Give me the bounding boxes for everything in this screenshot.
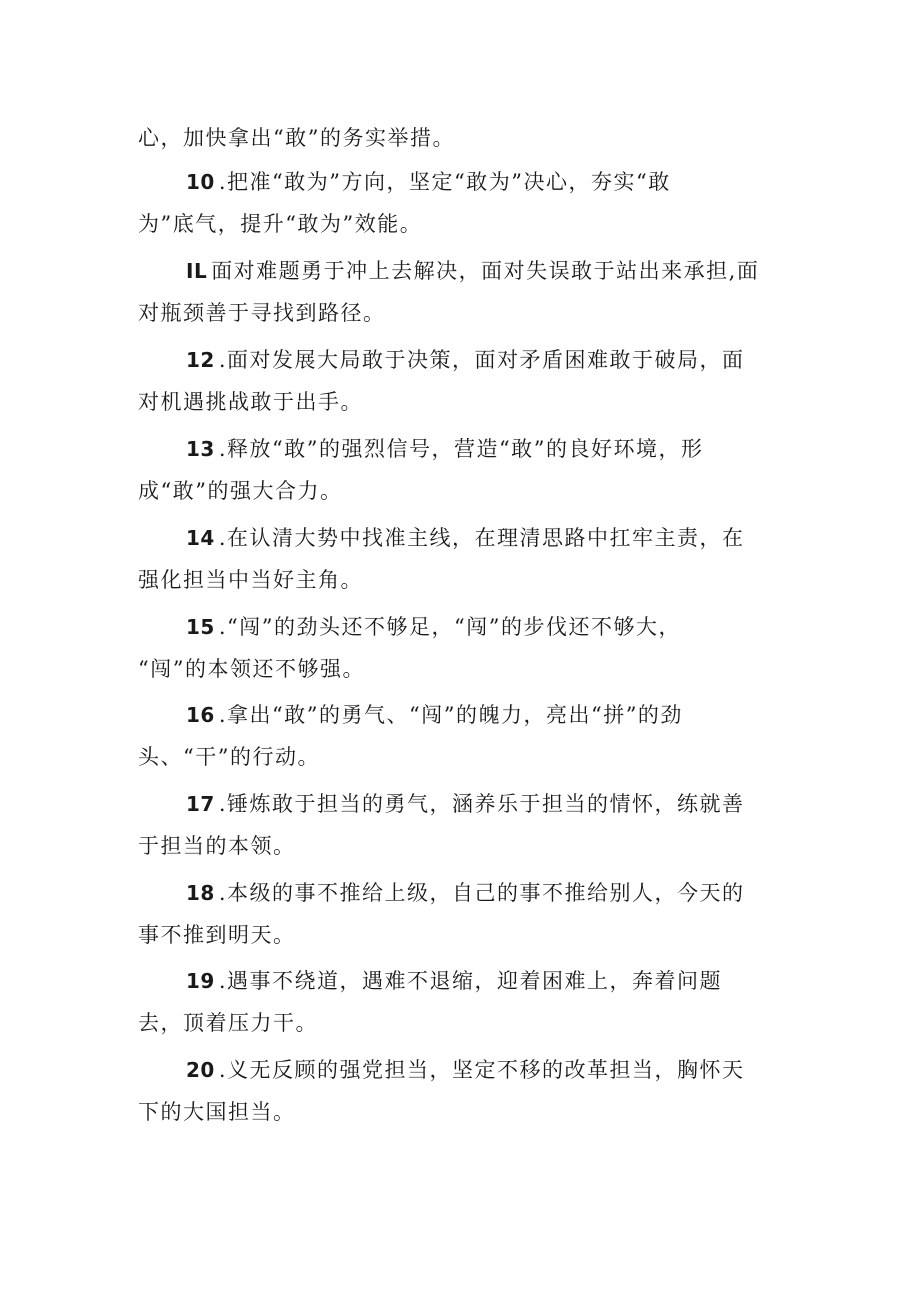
- item-number: 14: [186, 526, 215, 550]
- item-number: 10: [186, 170, 215, 194]
- paragraph-17: [138, 783, 774, 867]
- paragraph-14: [138, 517, 774, 601]
- paragraph-line: 成“敢”的强大合力。: [138, 479, 343, 503]
- paragraph-line: [138, 1049, 774, 1091]
- paragraph-line: “闯”的本领还不够强。: [138, 657, 365, 681]
- item-number: 12: [186, 348, 215, 372]
- item-number: 19: [186, 969, 215, 993]
- paragraph-line: 下的大国担当。: [138, 1100, 296, 1124]
- paragraph-line: [138, 428, 774, 470]
- line-text: .遇事不绕道，遇难不退缩，迎着困难上，奔着问题: [218, 969, 723, 993]
- paragraph-10: [138, 161, 774, 245]
- line-text: .面对发展大局敢于决策，面对矛盾困难敢于破局，面: [218, 348, 745, 372]
- paragraph-line: 强化担当中当好主角。: [138, 568, 363, 592]
- paragraph-line: 对机遇挑战敢于出手。: [138, 390, 363, 414]
- item-number: 16: [186, 703, 215, 727]
- paragraph-20: [138, 1049, 774, 1133]
- paragraph-12: [138, 339, 774, 423]
- paragraph-line: 事不推到明天。: [138, 923, 296, 947]
- line-text: .在认清大势中找准主线，在理清思路中扛牢主责，在: [218, 526, 745, 550]
- paragraph-continuation: [138, 117, 774, 159]
- paragraph-line: 头、“干”的行动。: [138, 745, 320, 769]
- line-text: 面对难题勇于冲上去解决，面对失误敢于站出来承担,面: [211, 259, 760, 283]
- paragraph-line: [138, 783, 774, 825]
- paragraph-line: [138, 161, 774, 203]
- paragraph-line: 于担当的本领。: [138, 834, 296, 858]
- paragraph-line: [138, 872, 774, 914]
- paragraph-18: [138, 872, 774, 956]
- paragraph-15: [138, 606, 774, 690]
- paragraph-line: [138, 517, 774, 559]
- line-text: .本级的事不推给上级，自己的事不推给别人，今天的: [218, 881, 745, 905]
- line-text: .拿出“敢”的勇气、“闯”的魄力，亮出“拼”的劲: [218, 703, 683, 727]
- paragraph-line: [138, 339, 774, 381]
- line-text: .释放“敢”的强烈信号，营造“敢”的良好环境，形: [218, 437, 704, 461]
- paragraph-line: [138, 960, 774, 1002]
- item-number: 13: [186, 437, 215, 461]
- paragraph-13: [138, 428, 774, 512]
- item-number: 18: [186, 881, 215, 905]
- line-text: .义无反顾的强党担当，坚定不移的改革担当，胸怀天: [218, 1058, 745, 1082]
- line-text: .把准“敢为”方向，坚定“敢为”决心，夯实“敢: [218, 170, 671, 194]
- paragraph-line: [138, 250, 774, 292]
- line-text: .“闯”的劲头还不够足，“闯”的步伐还不够大，: [218, 615, 681, 639]
- paragraph-line: [138, 606, 774, 648]
- item-number: 15: [186, 615, 215, 639]
- paragraph-line: [138, 694, 774, 736]
- item-number: IL: [186, 259, 208, 283]
- paragraph-line: 心，加快拿出“敢”的务实举措。: [138, 126, 455, 150]
- paragraph-19: [138, 960, 774, 1044]
- paragraph-16: [138, 694, 774, 778]
- line-text: .锤炼敢于担当的勇气，涵养乐于担当的情怀，练就善: [218, 792, 745, 816]
- paragraph-11: [138, 250, 774, 334]
- paragraph-line: 为”底气，提升“敢为”效能。: [138, 212, 423, 236]
- paragraph-line: 对瓶颈善于寻找到路径。: [138, 301, 386, 325]
- item-number: 20: [186, 1058, 215, 1082]
- item-number: 17: [186, 792, 215, 816]
- paragraph-line: 去，顶着压力干。: [138, 1011, 318, 1035]
